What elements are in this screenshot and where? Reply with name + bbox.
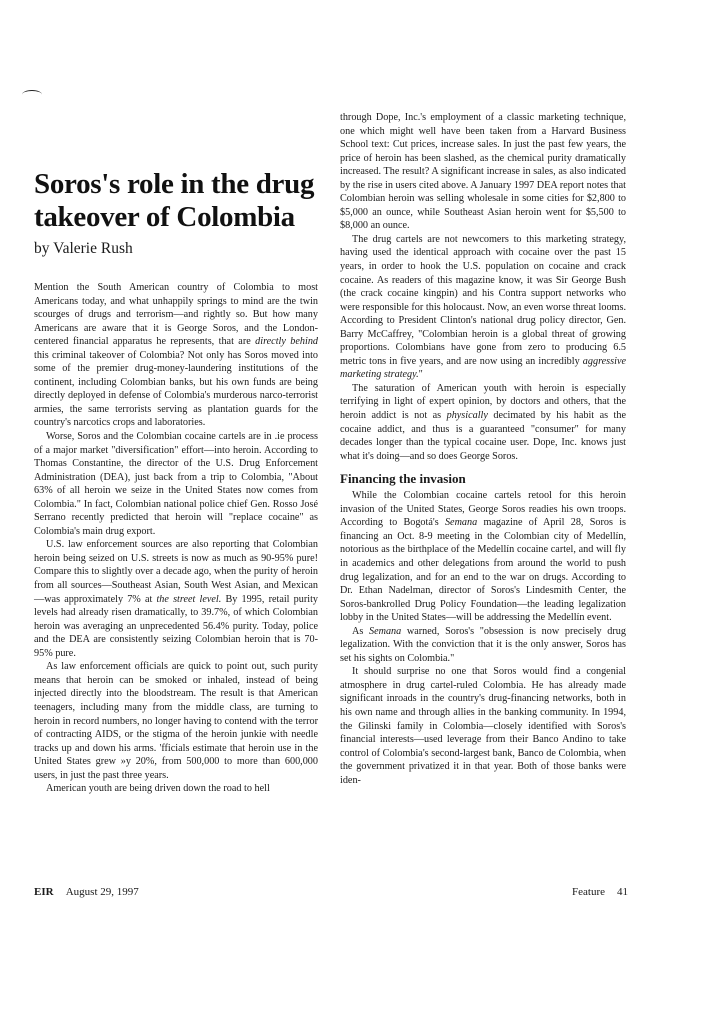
- paragraph: American youth are being driven down the road to hell: [46, 783, 270, 795]
- paragraph: The drug cartels are not newcomers to this marketing strategy, having used the identical approach with cocaine over the past 15 years, in order to hook the U.S. population on cocaine and crack cocaine. As readers of this magazine know, it was Sir George Bush (the crack cocaine kingpin) and his Contra support networks who were responsible for this holocaust. Now, an even worse threat looms. According to President Clinton's national drug policy director, Gen. Barry McCaffrey, "Colombian heroin is a global threat of growing proportions. Colombians have gone from zero to producing 6.5 metric tons in five years, and are now using an incredibly aggressive marketing strategy.": [340, 233, 626, 381]
- scan-artifact-mark: [22, 90, 42, 99]
- paragraph: Worse, Soros and the Colombian cocaine cartels are in .ie process of a major market "diversification" effort—into heroin. According to Thomas Constantine, the director of the U.S. Drug Enforcement Administration (DEA), just back from a trip to Colombia, "About 63% of all heroin we seize in the United States now comes from Colombia." In fact, Colombian national police chief Gen. Rosso José Serrano recently predicted that heroin will "replace cocaine" as Colombia's main drug export.: [34, 431, 318, 537]
- paragraph: As law enforcement officials are quick to point out, such purity means that heroin can be smoked or inhaled, instead of being injected directly into the bloodstream. The result is that American teenagers, including many from the middle class, are turning to heroin in record numbers, no longer having to contend with the terror of contracting AIDS, or the stigma of the heroin junkie with needle tracks up and down his arms. 'fficials estimate that heroin use in the United States grew »y 20%, from 500,000 to more than 600,000 users, in just the past three years.: [34, 661, 318, 781]
- paragraph: The saturation of American youth with heroin is especially terrifying in light of expert opinion, by doctors and others, that the heroin addict is not as physically decimated by his habit as the cocaine addict, and thus is a guaranteed "consumer" for many decades longer than the typical cocaine user. Dope, Inc. knows just what it's doing—and so does George Soros.: [340, 382, 626, 462]
- page-footer-right: [553, 886, 628, 898]
- paragraph: As Semana warned, Soros's "obsession is now precisely drug legalization. With the conviction that it is the only answer, Soros has set his sights on Colombia.": [340, 625, 626, 664]
- page-number: 41: [617, 886, 628, 898]
- right-column: [340, 111, 626, 787]
- left-column: [34, 281, 318, 796]
- article-byline: by Valerie Rush: [34, 240, 133, 257]
- paragraph: through Dope, Inc.'s employment of a classic marketing technique, one which might well have been taken from a Harvard Business School text: Cut prices, increase sales. In just the past few years, the price of heroin has been slashed, as the chemical purity dramatically increased. The result? A significant increase in sales, as also indicated by the rise in users cited above. A January 1997 DEA report notes that Colombian heroin was selling wholesale in some cities for $2,800 to $5,000 an ounce, while Southeast Asian heroin went for $5,500 to $8,000 an ounce.: [340, 112, 626, 232]
- paragraph: U.S. law enforcement sources are also reporting that Colombian heroin being seized on U.S. streets is now as much as 90-95% pure! Compare this to slightly over a decade ago, when the purity of heroin from all sources—Southeast Asian, South West Asian, and Mexican—was approximately 7% at the street level. By 1995, retail purity levels had already risen dramatically, to 39.7%, of which Colombian heroin was averaging an unprecedented 56.4% purity. Today, police and the DEA are consistently seizing Colombian heroin that is 70-95% pure.: [34, 539, 319, 659]
- section-name: Feature: [572, 886, 605, 898]
- publication-name: EIR: [34, 886, 54, 898]
- paragraph: It should surprise no one that Soros would find a congenial atmosphere in drug cartel-ruled Colombia. He has already made significant inroads in the country's drug-financing networks, both in his own name and through allies in the banking community. In 1994, the Gilinski family in Colombia—closely identified with Soros's financial interests—used leverage from their Banco Andino to take control of Colombia's second-largest bank, Banco de Colombia, when the government privatized it in that year. Both of those banks were iden-: [340, 666, 626, 786]
- page-footer-left: [34, 886, 139, 898]
- article-headline: Soros's role in the drug takeover of Colombia: [34, 168, 315, 233]
- section-subhead: Financing the invasion: [340, 471, 466, 487]
- issue-date: August 29, 1997: [65, 886, 139, 898]
- paragraph: Mention the South American country of Colombia to most Americans today, and what unhappily springs to mind are the twin scourges of drugs and terrorism—and rightly so. But how many Americans are aware that it is George Soros, and the London-centered financial apparatus he represents, that are directly behind this criminal takeover of Colombia? Not only has Soros moved into some of the premier drug-money-laundering institutions of the continent, including Colombian banks, but his own funds are being directly deployed in defense of Colombia's murderous narco-terrorist armies, the same terrorists serving as plantation guards for the country's narcotics crops and laboratories.: [34, 282, 319, 429]
- paragraph: While the Colombian cocaine cartels retool for this heroin invasion of the United States, George Soros readies his own troops. According to Bogotá's Semana magazine of April 28, Soros is financing an Oct. 8-9 meeting in the Colombian city of Medellín, notorious as the birthplace of the Medellín cocaine cartel, and will fly in academics and other delegations from around the world to push drug legalization, and for an end to the war on drugs. According to Dr. Ethan Nadelman, director of Soros's Lindesmith Center, the Soros-bankrolled Drug Policy Foundation—the leading legalization lobby in the United States—will be addressing the Medellín event.: [340, 490, 626, 624]
